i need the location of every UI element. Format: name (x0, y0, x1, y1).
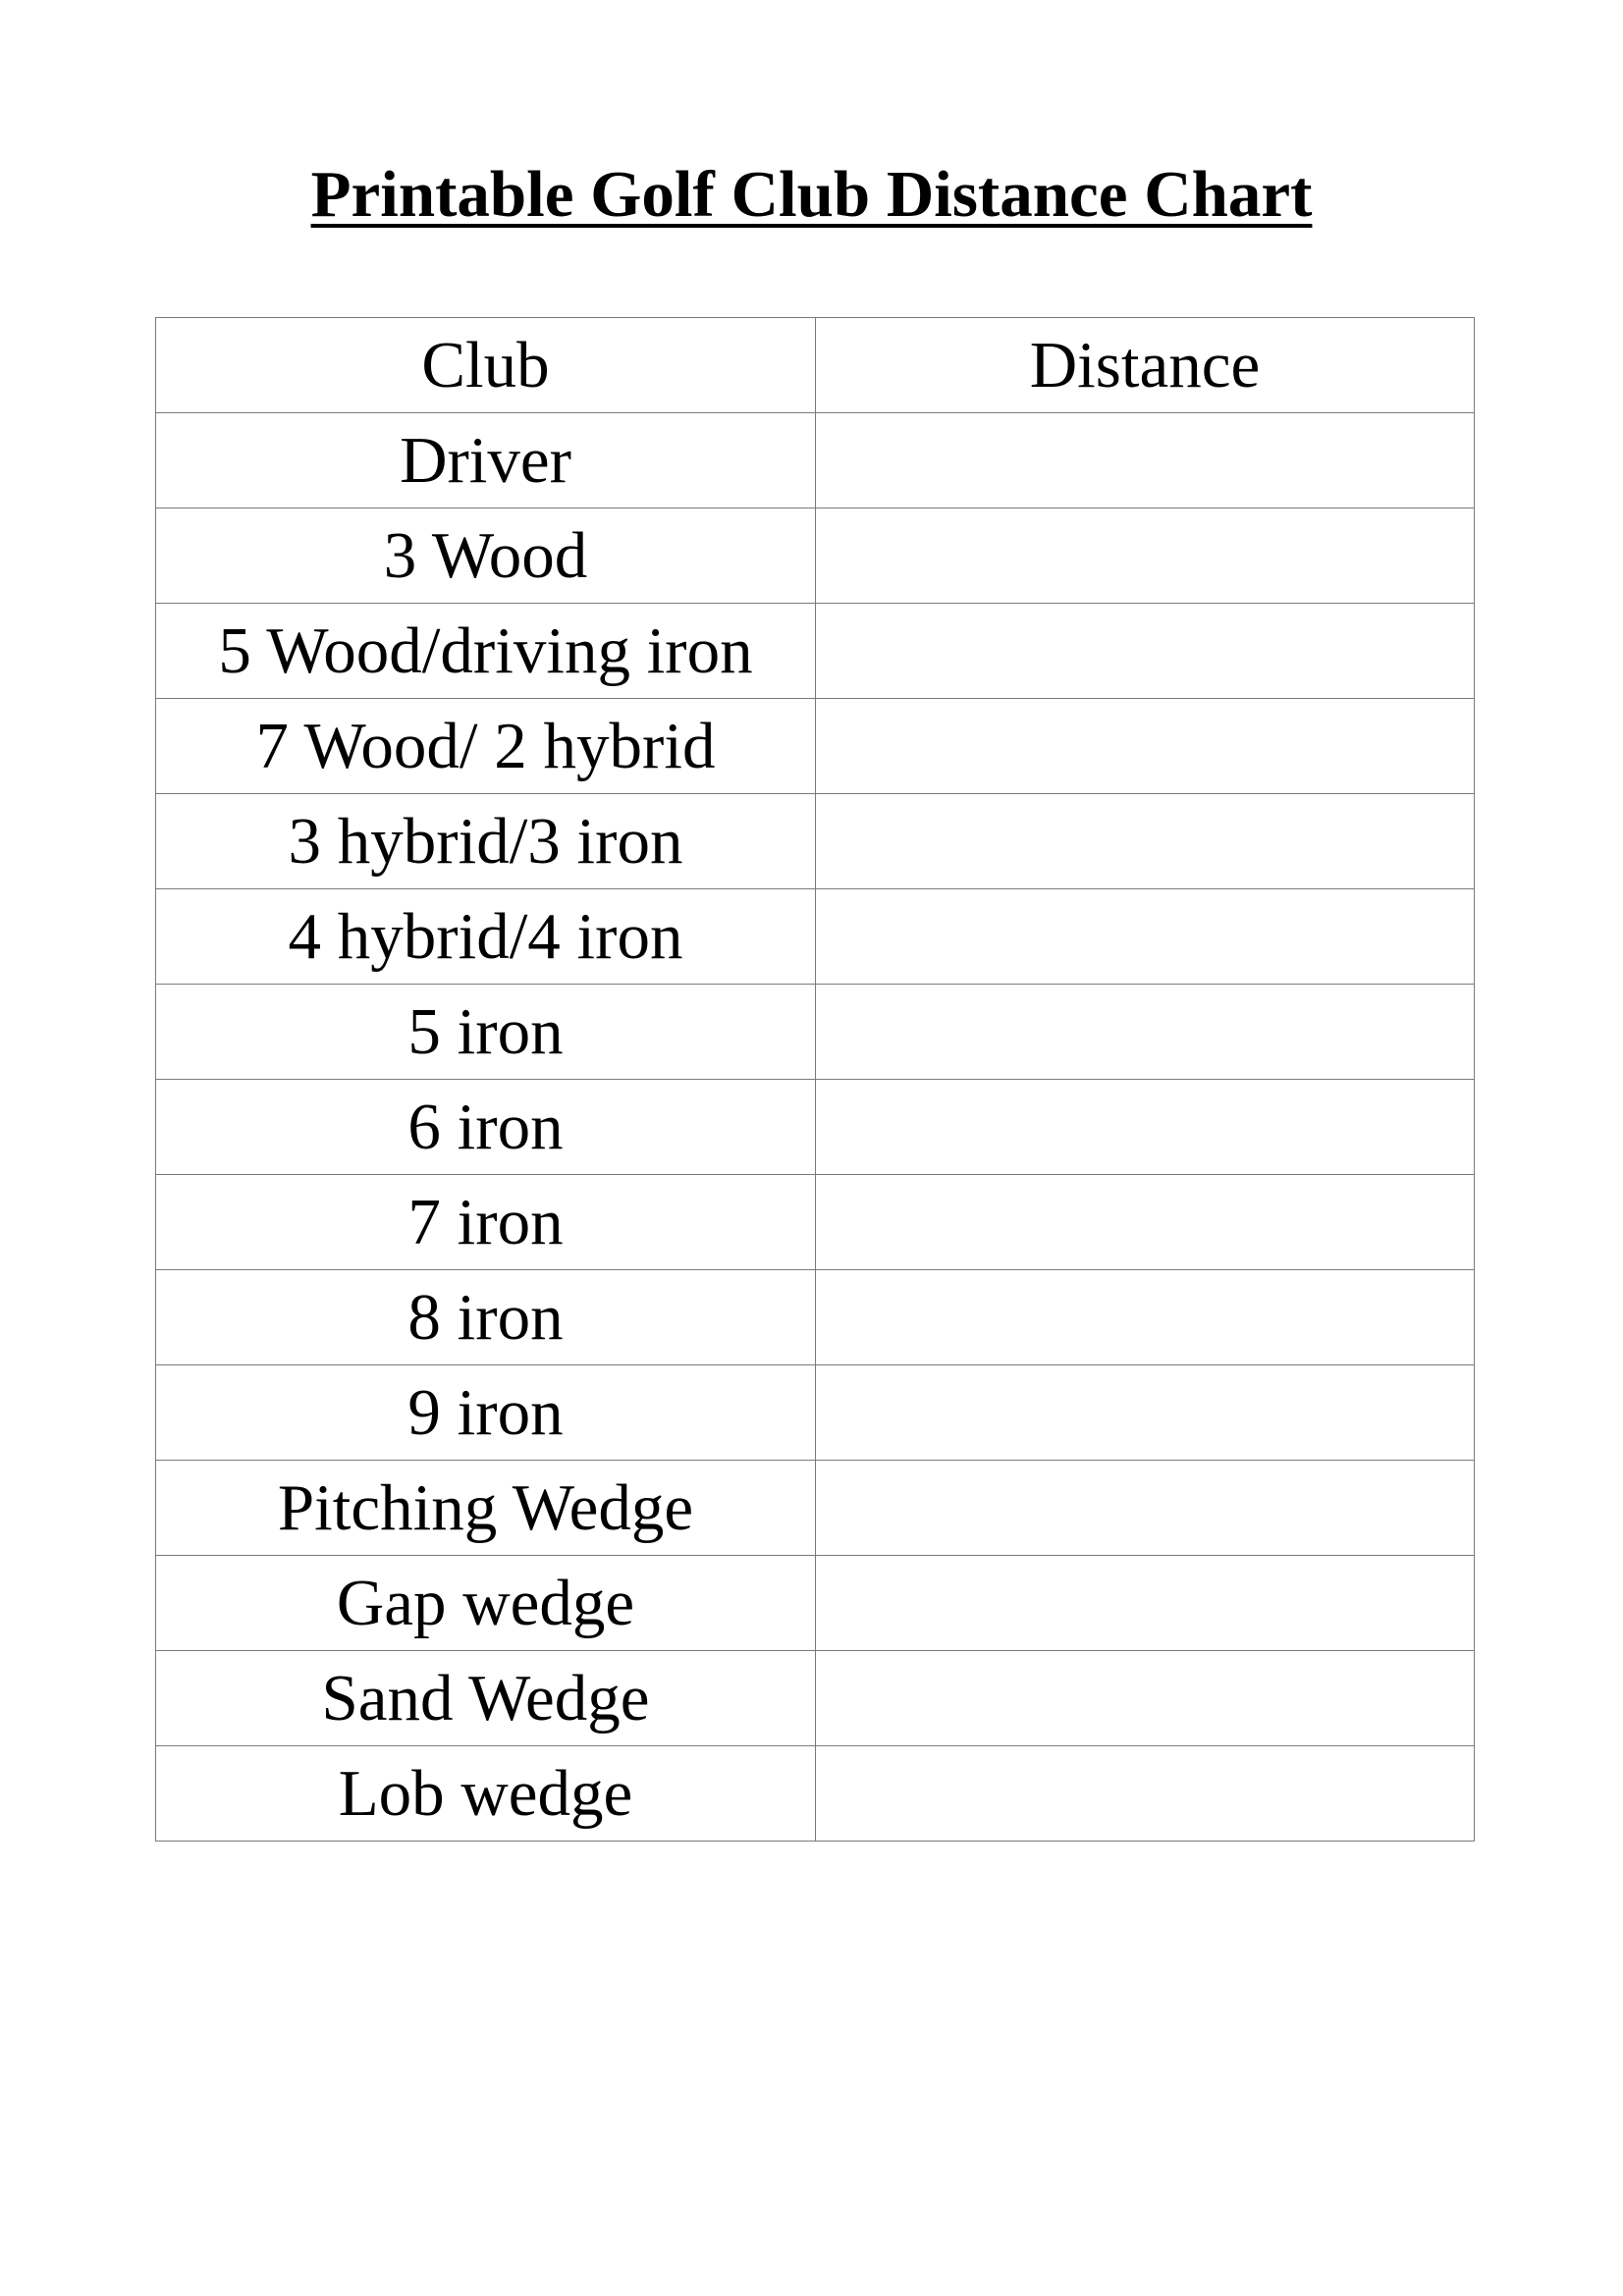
distance-cell[interactable] (816, 1461, 1475, 1556)
distance-cell[interactable] (816, 1270, 1475, 1365)
table-row (156, 794, 1475, 889)
table-row (156, 1651, 1475, 1746)
distance-cell[interactable] (816, 985, 1475, 1080)
table-row (156, 985, 1475, 1080)
table-row (156, 508, 1475, 604)
distance-cell[interactable] (816, 1651, 1475, 1746)
club-cell: 7 Wood/ 2 hybrid (156, 699, 816, 794)
club-cell: Sand Wedge (156, 1651, 816, 1746)
club-cell: 7 iron (156, 1175, 816, 1270)
table-row (156, 1270, 1475, 1365)
club-cell: 5 iron (156, 985, 816, 1080)
club-cell: 6 iron (156, 1080, 816, 1175)
distance-cell[interactable] (816, 794, 1475, 889)
club-cell: 3 hybrid/3 iron (156, 794, 816, 889)
distance-table (155, 317, 1475, 1842)
club-cell: Pitching Wedge (156, 1461, 816, 1556)
distance-cell[interactable] (816, 1556, 1475, 1651)
table-row (156, 1746, 1475, 1842)
header-distance: Distance (816, 318, 1475, 413)
distance-cell[interactable] (816, 1365, 1475, 1461)
distance-cell[interactable] (816, 1175, 1475, 1270)
distance-cell[interactable] (816, 413, 1475, 508)
club-cell: 4 hybrid/4 iron (156, 889, 816, 985)
club-cell: Driver (156, 413, 816, 508)
table-row (156, 413, 1475, 508)
table-row (156, 1461, 1475, 1556)
club-cell: 3 Wood (156, 508, 816, 604)
table-row (156, 889, 1475, 985)
distance-cell[interactable] (816, 508, 1475, 604)
table-row (156, 1365, 1475, 1461)
club-cell: 8 iron (156, 1270, 816, 1365)
club-cell: 9 iron (156, 1365, 816, 1461)
header-club: Club (156, 318, 816, 413)
distance-cell[interactable] (816, 1080, 1475, 1175)
table-row (156, 1080, 1475, 1175)
club-cell: 5 Wood/driving iron (156, 604, 816, 699)
table-row (156, 699, 1475, 794)
distance-cell[interactable] (816, 889, 1475, 985)
club-cell: Lob wedge (156, 1746, 816, 1842)
distance-cell[interactable] (816, 1746, 1475, 1842)
distance-cell[interactable] (816, 604, 1475, 699)
distance-cell[interactable] (816, 699, 1475, 794)
page-title: Printable Golf Club Distance Chart (310, 158, 1313, 231)
table-row (156, 604, 1475, 699)
club-cell: Gap wedge (156, 1556, 816, 1651)
table-header-row (156, 318, 1475, 413)
table-row (156, 1556, 1475, 1651)
table-row (156, 1175, 1475, 1270)
